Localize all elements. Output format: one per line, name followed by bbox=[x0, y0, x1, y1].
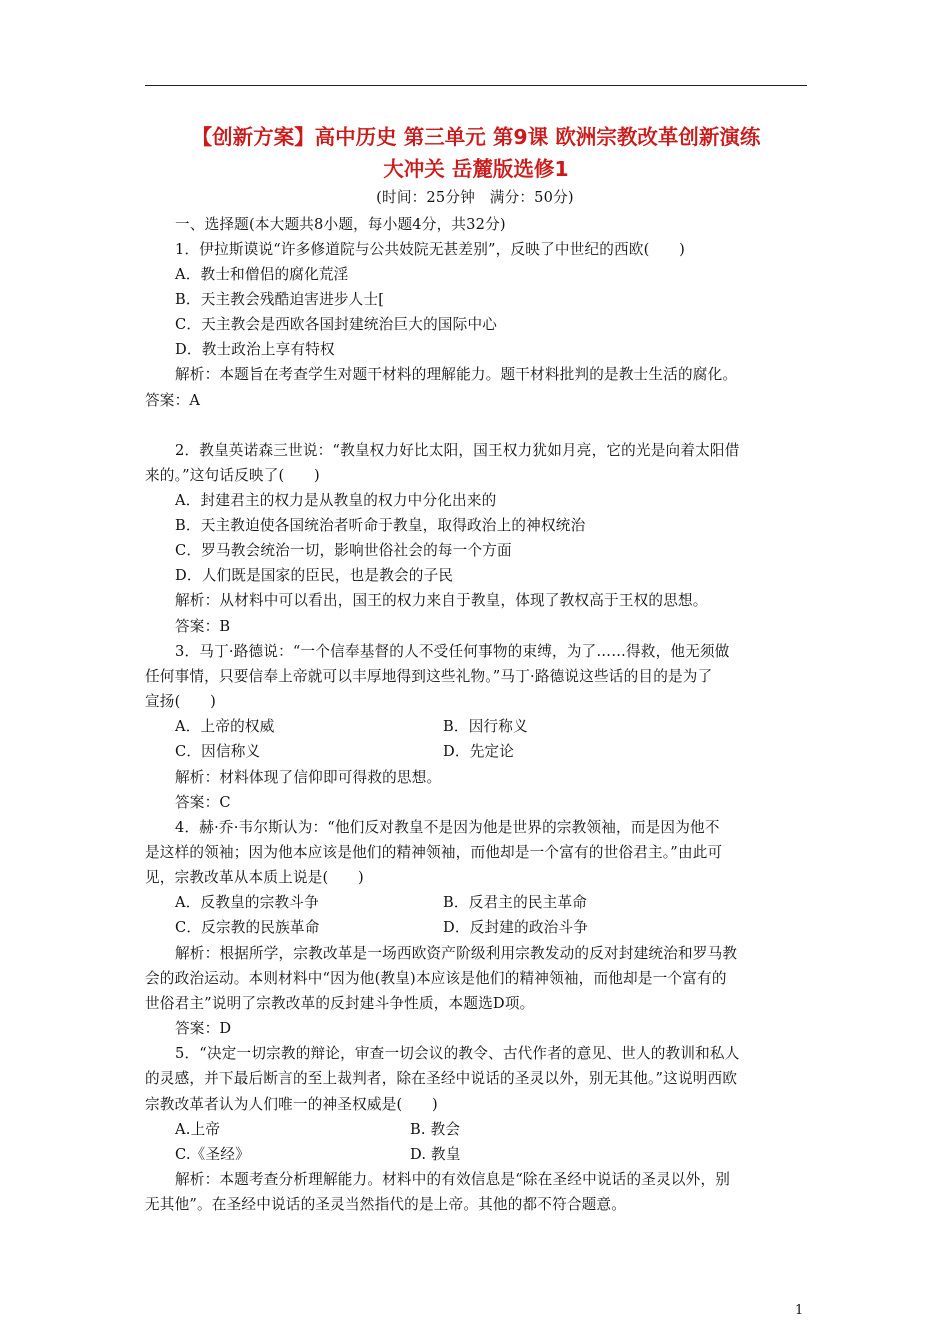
q2-answer: 答案：B bbox=[175, 618, 231, 635]
q1-stem: 1．伊拉斯谟说“许多修道院与公共妓院无甚差别”，反映了中世纪的西欧( ) bbox=[175, 241, 685, 258]
q4-analysis-line2: 会的政治运动。本则材料中“因为他(教皇)本应该是他们的精神领袖，而他却是一个富有的 bbox=[145, 970, 727, 987]
q3-stem-line1: 3．马丁·路德说：“一个信奉基督的人不受任何事物的束缚，为了……得救，他无须做 bbox=[175, 643, 730, 660]
q1-option-a: A．教士和僧侣的腐化荒淫 bbox=[175, 266, 349, 283]
q5-analysis-line2: 无其他”。在圣经中说话的圣灵当然指代的是上帝。其他的都不符合题意。 bbox=[145, 1196, 627, 1213]
q1-analysis: 解析：本题旨在考查学生对题干材料的理解能力。题干材料批判的是教士生活的腐化。 bbox=[175, 366, 738, 383]
q4-analysis-line3: 世俗君主”说明了宗教改革的反封建斗争性质，本题选D项。 bbox=[145, 995, 535, 1012]
q5-option-b: B. 教会 bbox=[410, 1121, 461, 1138]
q5-stem-line1: 5．“决定一切宗教的辩论，审查一切会议的教令、古代作者的意见、世人的教训和私人 bbox=[175, 1045, 740, 1062]
q5-stem-line2: 的灵感，并下最后断言的至上裁判者，除在圣经中说话的圣灵以外，别无其他。”这说明西欧 bbox=[145, 1070, 738, 1087]
q3-answer: 答案：C bbox=[175, 794, 231, 811]
q4-option-b: B．反君主的民主革命 bbox=[443, 894, 588, 911]
q4-analysis-line1: 解析：根据所学，宗教改革是一场西欧资产阶级利用宗教发动的反对封建统治和罗马教 bbox=[175, 945, 738, 962]
q4-option-d: D．反封建的政治斗争 bbox=[443, 919, 589, 936]
section-heading: 一、选择题(本大题共8小题，每小题4分，共32分) bbox=[175, 216, 506, 233]
q2-analysis: 解析：从材料中可以看出，国王的权力来自于教皇，体现了教权高于王权的思想。 bbox=[175, 592, 708, 609]
q4-stem-line1: 4．赫·乔·韦尔斯认为：“他们反对教皇不是因为他是世界的宗教领袖，而是因为他不 bbox=[175, 819, 720, 836]
q5-option-a: A.上帝 bbox=[175, 1121, 221, 1138]
q1-option-d: D．教士政治上享有特权 bbox=[175, 341, 335, 358]
q1-option-b: B．天主教会残酷迫害进步人士[ bbox=[175, 291, 385, 308]
q3-option-d: D．先定论 bbox=[443, 743, 515, 760]
q3-stem-line2: 任何事情，只要信奉上帝就可以丰厚地得到这些礼物。”马丁·路德说这些话的目的是为了 bbox=[145, 668, 713, 685]
q5-stem-line3: 宗教改革者认为人们唯一的神圣权威是( ) bbox=[145, 1096, 438, 1113]
exam-meta: (时间：25分钟 满分：50分) bbox=[376, 189, 574, 206]
q2-option-b: B．天主教迫使各国统治者听命于教皇，取得政治上的神权统治 bbox=[175, 517, 586, 534]
q3-analysis: 解析：材料体现了信仰即可得救的思想。 bbox=[175, 769, 442, 786]
q2-option-c: C．罗马教会统治一切，影响世俗社会的每一个方面 bbox=[175, 542, 512, 559]
q1-answer: 答案：A bbox=[145, 392, 201, 409]
q3-stem-line3: 宣扬( ) bbox=[145, 693, 216, 710]
q4-answer: 答案：D bbox=[175, 1020, 232, 1037]
q5-option-d: D. 教皇 bbox=[410, 1146, 461, 1163]
q4-option-c: C．反宗教的民族革命 bbox=[175, 919, 320, 936]
q4-option-a: A．反教皇的宗教斗争 bbox=[175, 894, 319, 911]
q3-option-b: B．因行称义 bbox=[443, 718, 528, 735]
q1-option-c: C．天主教会是西欧各国封建统治巨大的国际中心 bbox=[175, 316, 498, 333]
q4-stem-line3: 见，宗教改革从本质上说是( ) bbox=[145, 869, 364, 886]
q5-option-c: C.《圣经》 bbox=[175, 1146, 250, 1163]
page-number: 1 bbox=[795, 1303, 804, 1318]
q4-stem-line2: 是这样的领袖；因为他本应该是他们的精神领袖，而他却是一个富有的世俗君主。”由此可 bbox=[145, 844, 723, 861]
q5-analysis-line1: 解析：本题考查分析理解能力。材料中的有效信息是“除在圣经中说话的圣灵以外，别 bbox=[175, 1171, 731, 1188]
doc-title-line1: 【创新方案】高中历史 第三单元 第9课 欧洲宗教改革创新演练 bbox=[191, 125, 761, 149]
header-rule bbox=[145, 85, 807, 86]
q3-option-a: A．上帝的权威 bbox=[175, 718, 275, 735]
q2-stem-line1: 2．教皇英诺森三世说：“教皇权力好比太阳，国王权力犹如月亮，它的光是向着太阳借 bbox=[175, 442, 740, 459]
q3-option-c: C．因信称义 bbox=[175, 743, 261, 760]
q2-stem-line2: 来的。”这句话反映了( ) bbox=[145, 467, 320, 484]
doc-title-line2: 大冲关 岳麓版选修1 bbox=[383, 157, 569, 181]
q2-option-a: A．封建君主的权力是从教皇的权力中分化出来的 bbox=[175, 492, 497, 509]
q2-option-d: D．人们既是国家的臣民，也是教会的子民 bbox=[175, 567, 454, 584]
